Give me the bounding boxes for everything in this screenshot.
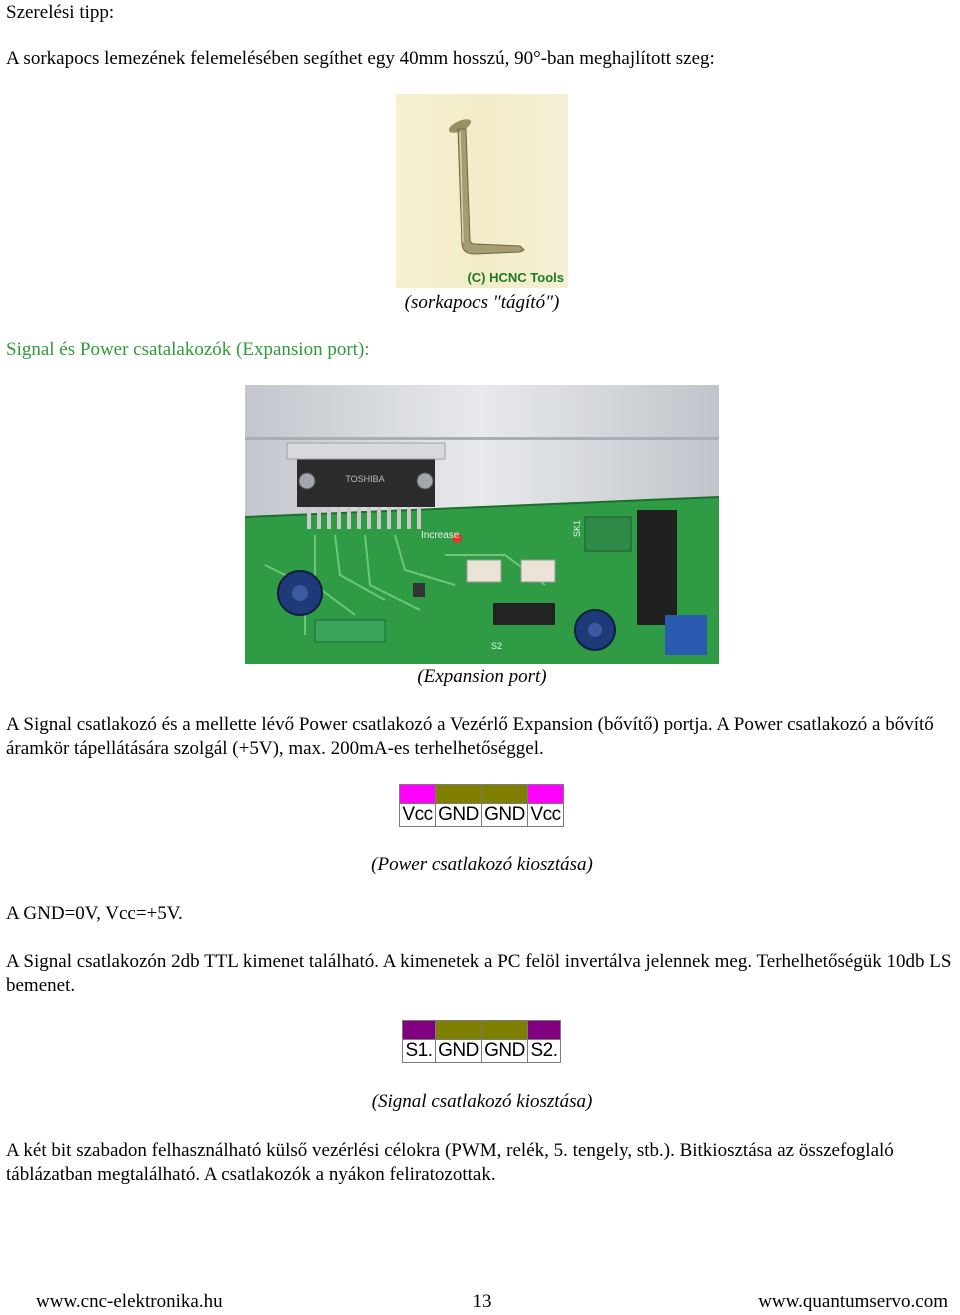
nail-caption: (sorkapocs "tágító") <box>404 292 560 313</box>
photo-watermark: (C) HCNC Tools <box>467 270 564 285</box>
power-pin-swatch <box>436 785 482 804</box>
page-number: 13 <box>472 1291 492 1312</box>
signal-pin-swatch <box>528 1021 561 1040</box>
sk1-marking: SK1 <box>572 519 582 537</box>
tip-text: A sorkapocs lemezének felemelésében segíthet egy 40mm hosszú, 90°-ban meghajlított szeg: <box>6 48 715 69</box>
s2-marking: S2 <box>491 641 503 651</box>
signal-pin-label: GND <box>436 1040 482 1063</box>
power-pin-swatch <box>400 785 436 804</box>
power-pin-label: Vcc <box>400 804 436 827</box>
signal-pin-swatch <box>436 1021 482 1040</box>
chip-marking: TOSHIBA <box>345 474 385 484</box>
nail-illustration <box>396 94 568 288</box>
signal-pin-label: S1. <box>403 1040 436 1063</box>
pcb-caption: (Expansion port) <box>417 666 547 687</box>
signal-caption: (Signal csatlakozó kiosztása) <box>371 1091 593 1112</box>
bits-text: A két bit szabadon felhasználható külső vezérlési célokra (PWM, relék, 5. tengely, stb.). Bitkiosztása az összefoglaló táblázatban megtalálható. A csatlakozók a nyákon feliratozottak. <box>6 1140 894 1185</box>
nail-photo <box>396 94 568 288</box>
power-caption: (Power csatlakozó kiosztása) <box>371 854 593 875</box>
gnd-text: A GND=0V, Vcc=+5V. <box>6 903 183 924</box>
signal-pin-label: GND <box>482 1040 528 1063</box>
footer-left-link[interactable]: www.cnc-elektronika.hu <box>36 1291 223 1312</box>
power-pin-label: Vcc <box>528 804 564 827</box>
power-pin-table <box>399 784 564 827</box>
power-pin-swatch <box>528 785 564 804</box>
tip-heading: Szerelési tipp: <box>6 2 115 23</box>
power-pin-label: GND <box>482 804 528 827</box>
pcb-photo <box>245 385 719 664</box>
board-marking: Increase <box>421 530 460 541</box>
signal-pin-label: S2. <box>528 1040 561 1063</box>
signal-text: A Signal csatlakozón 2db TTL kimenet található. A kimenetek a PC felöl invertálva jelennek meg. Terhelhetőségük 10db LS bemenet. <box>6 951 952 996</box>
expansion-text: A Signal csatlakozó és a mellette lévő Power csatlakozó a Vezérlő Expansion (bővítő) portja. A Power csatlakozó a bővítő áramkör tápellátására szolgál (+5V), max. 200mA-es terhelhetőséggel. <box>6 714 934 759</box>
signal-pin-table <box>402 1020 561 1063</box>
signal-pin-swatch <box>482 1021 528 1040</box>
signal-pin-swatch <box>403 1021 436 1040</box>
footer-right-link[interactable]: www.quantumservo.com <box>758 1291 948 1312</box>
expansion-heading: Signal és Power csatalakozók (Expansion port): <box>6 339 370 360</box>
power-pin-label: GND <box>436 804 482 827</box>
pcb-illustration <box>245 385 719 664</box>
power-pin-swatch <box>482 785 528 804</box>
